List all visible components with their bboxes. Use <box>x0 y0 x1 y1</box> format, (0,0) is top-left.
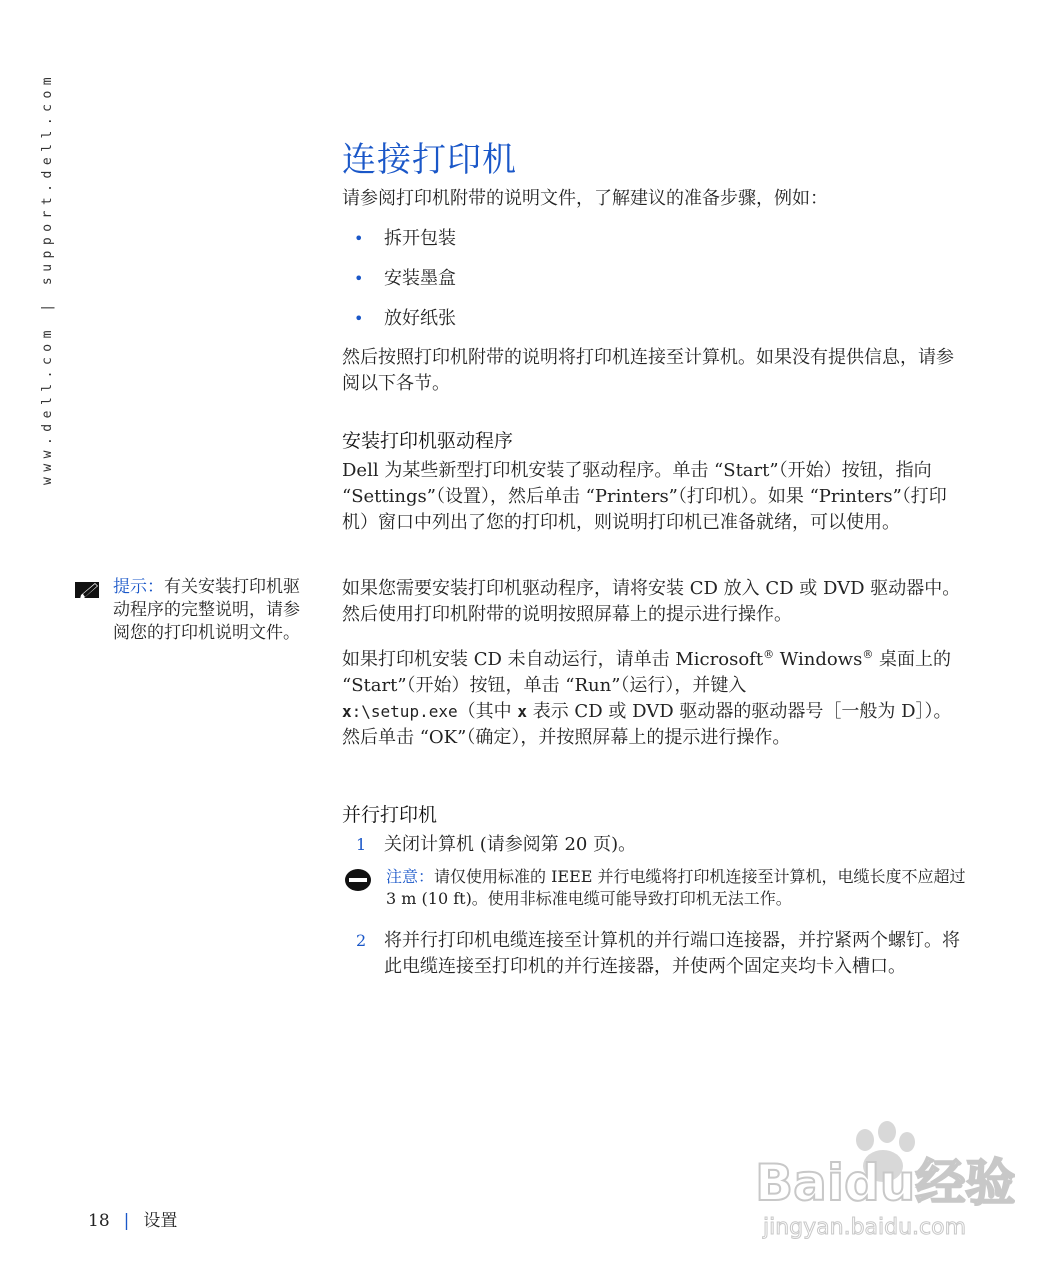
list-item: • 放好纸张 <box>342 306 456 346</box>
setup-command-drive: x <box>342 702 352 721</box>
list-item: • 拆开包装 <box>342 226 456 266</box>
bullet-icon: • <box>354 229 364 248</box>
page-footer <box>88 1206 177 1231</box>
svg-text:Baidu经验: Baidu经验 <box>755 1154 1015 1212</box>
setup-command: :\setup.exe <box>351 702 458 721</box>
notice-icon <box>344 868 372 892</box>
tip-box <box>75 576 315 645</box>
sidebar-url: www.dell.com | support.dell.com <box>40 71 55 485</box>
driver-paragraph-1: Dell 为某些新型打印机安装了驱动程序。单击 “Start”（开始）按钮，指向 “Settings”（设置），然后单击 “Printers”（打印机）。如果 “Printers”（打印机）窗口中列出了您的打印机，则说明打印机已准备就绪，可以使用。 <box>342 460 947 533</box>
footer-section: 设置 <box>143 1211 178 1231</box>
list-item: 2 将并行打印机电缆连接至计算机的并行端口连接器，并拧紧两个螺钉。将此电缆连接至打印机的并行连接器，并使两个固定夹均卡入槽口。 <box>356 930 960 977</box>
prep-steps-list <box>342 226 456 346</box>
page-number: 18 <box>88 1211 110 1231</box>
pencil-icon <box>75 580 103 600</box>
page-title: 连接打印机 <box>342 140 517 180</box>
driver-section-heading: 安装打印机驱动程序 <box>342 430 514 452</box>
notice-text: 请仅使用标准的 IEEE 并行电缆将打印机连接至计算机，电缆长度不应超过 3 m (10 ft)。使用非标准电缆可能导致打印机无法工作。 <box>386 867 966 908</box>
footer-separator: | <box>123 1211 130 1231</box>
tip-label: 提示： <box>113 577 164 597</box>
baidu-watermark <box>755 1118 1015 1243</box>
bullet-icon: • <box>354 269 364 288</box>
parallel-section-heading: 并行打印机 <box>342 804 438 826</box>
list-item: • 安装墨盒 <box>342 266 456 306</box>
parallel-steps-1 <box>342 832 967 858</box>
tip-text: 有关安装打印机驱动程序的完整说明，请参阅您的打印机说明文件。 <box>113 577 300 643</box>
bullet-icon: • <box>354 309 364 328</box>
intro-text: 请参阅打印机附带的说明文件，了解建议的准备步骤，例如： <box>342 188 828 209</box>
driver-paragraph-2: 如果您需要安装打印机驱动程序，请将安装 CD 放入 CD 或 DVD 驱动器中。然后使用打印机附带的说明按照屏幕上的提示进行操作。 <box>342 578 961 625</box>
driver-paragraph-3: 如果打印机安装 CD 未自动运行，请单击 Microsoft® Windows® 桌面上的 “Start”（开始）按钮，单击 “Run”（运行），并键入 x:\setup.exe（其中 x 表示 CD 或 DVD 驱动器的驱动器号［一般为 D］）。然后单击 “OK”（确定），并按照屏幕上的提示进行操作。 <box>342 648 952 748</box>
after-steps-text: 然后按照打印机附带的说明将打印机连接至计算机。如果没有提供信息，请参阅以下各节。 <box>342 347 954 394</box>
list-item: 1 关闭计算机 (请参阅第 20 页)。 <box>356 834 637 855</box>
svg-text:jingyan.baidu.com: jingyan.baidu.com <box>763 1215 967 1240</box>
parallel-steps-2 <box>342 928 967 980</box>
notice-label: 注意： <box>386 867 435 886</box>
notice-box <box>342 866 967 910</box>
